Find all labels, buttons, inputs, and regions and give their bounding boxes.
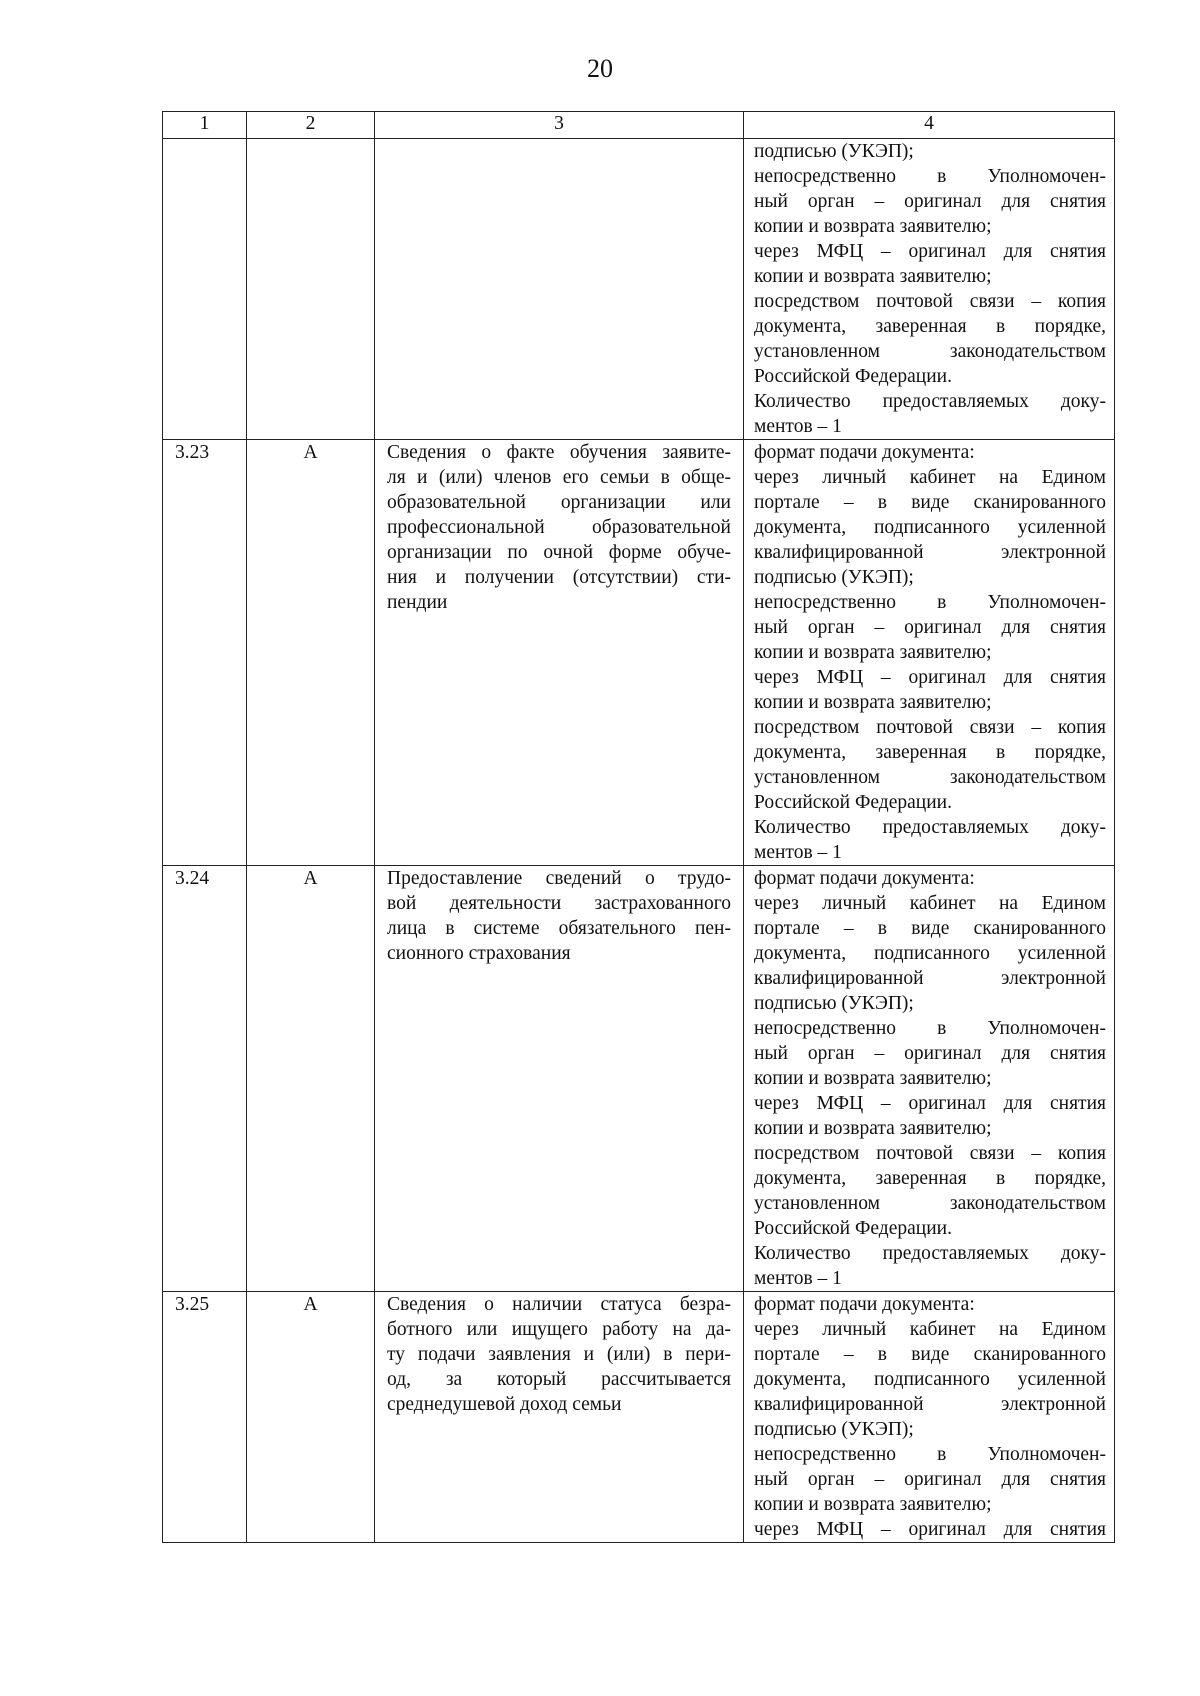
- submission-info-line: портале – в виде сканированного: [754, 492, 1106, 513]
- submission-info-line: подписью (УКЭП);: [754, 993, 914, 1014]
- submission-info-line: через личный кабинет на Едином: [754, 1319, 1106, 1340]
- document-table: [162, 111, 1115, 1543]
- submission-info-line: Количество предоставляемых доку-: [754, 1243, 1106, 1264]
- row-description-cell: [375, 440, 744, 866]
- row-number-cell: 3.23: [163, 440, 247, 866]
- submission-info-line: портале – в виде сканированного: [754, 918, 1106, 939]
- row-description-cell: [375, 139, 744, 440]
- submission-info-line: ный орган – оригинал для снятия: [754, 1469, 1106, 1490]
- description-line: среднедушевой доход семьи: [387, 1394, 622, 1415]
- description-line: пендии: [387, 592, 448, 613]
- submission-info-line: через МФЦ – оригинал для снятия: [754, 667, 1106, 688]
- submission-info-line: подписью (УКЭП);: [754, 567, 914, 588]
- submission-info-line: ный орган – оригинал для снятия: [754, 1043, 1106, 1064]
- submission-info-line: Российской Федерации.: [754, 366, 952, 387]
- submission-info-line: документа, подписанного усиленной: [754, 517, 1106, 538]
- column-header-1: 1: [163, 112, 247, 139]
- description-line: лица в системе обязательного пен-: [387, 918, 731, 939]
- description-line: образовательной организации или: [387, 492, 731, 513]
- submission-info-line: Количество предоставляемых доку-: [754, 391, 1106, 412]
- row-submission-info-cell: [744, 139, 1115, 440]
- submission-info-line: документа, подписанного усиленной: [754, 943, 1106, 964]
- submission-info-line: копии и возврата заявителю;: [754, 692, 992, 713]
- row-category-cell: А: [247, 440, 375, 866]
- table-row: [163, 440, 1115, 866]
- submission-info-line: ный орган – оригинал для снятия: [754, 617, 1106, 638]
- column-header-3: 3: [375, 112, 744, 139]
- description-line: профессиональной образовательной: [387, 517, 731, 538]
- submission-info-line: квалифицированной электронной: [754, 1394, 1106, 1415]
- submission-info-line: документа, подписанного усиленной: [754, 1369, 1106, 1390]
- submission-info-line: копии и возврата заявителю;: [754, 1068, 992, 1089]
- submission-info-line: квалифицированной электронной: [754, 968, 1106, 989]
- submission-info-line: установленном законодательством: [754, 767, 1106, 788]
- row-category-cell: А: [247, 1292, 375, 1543]
- row-number-cell: 3.24: [163, 866, 247, 1292]
- submission-info-line: посредством почтовой связи – копия: [754, 291, 1106, 312]
- submission-info-line: через МФЦ – оригинал для снятия: [754, 1519, 1106, 1540]
- table-row: [163, 139, 1115, 440]
- submission-info-line: ный орган – оригинал для снятия: [754, 191, 1106, 212]
- submission-info-line: формат подачи документа:: [754, 1294, 975, 1315]
- submission-info-line: Российской Федерации.: [754, 1218, 952, 1239]
- submission-info-line: через МФЦ – оригинал для снятия: [754, 241, 1106, 262]
- submission-info-line: Количество предоставляемых доку-: [754, 817, 1106, 838]
- submission-info-line: посредством почтовой связи – копия: [754, 1143, 1106, 1164]
- row-number-cell: [163, 139, 247, 440]
- submission-info-line: установленном законодательством: [754, 1193, 1106, 1214]
- submission-info-line: ментов – 1: [754, 842, 842, 863]
- submission-info-line: ментов – 1: [754, 416, 842, 437]
- description-line: ля и (или) членов его семьи в обще-: [387, 467, 731, 488]
- table-row: [163, 1292, 1115, 1543]
- submission-info-line: копии и возврата заявителю;: [754, 216, 992, 237]
- submission-info-line: через личный кабинет на Едином: [754, 467, 1106, 488]
- submission-info-line: формат подачи документа:: [754, 868, 975, 889]
- description-line: ту подачи заявления и (или) в пери-: [387, 1344, 731, 1365]
- submission-info-line: установленном законодательством: [754, 341, 1106, 362]
- description-line: од, за который рассчитывается: [387, 1369, 731, 1390]
- description-line: ботного или ищущего работу на да-: [387, 1319, 731, 1340]
- submission-info-line: через МФЦ – оригинал для снятия: [754, 1093, 1106, 1114]
- description-line: сионного страхования: [387, 943, 571, 964]
- row-description-cell: [375, 1292, 744, 1543]
- description-line: Сведения о факте обучения заявите-: [387, 442, 731, 463]
- description-line: организации по очной форме обуче-: [387, 542, 731, 563]
- page-number: 20: [587, 54, 613, 83]
- submission-info-line: копии и возврата заявителю;: [754, 266, 992, 287]
- submission-info-line: непосредственно в Уполномочен-: [754, 166, 1106, 187]
- submission-info-line: документа, заверенная в порядке,: [754, 742, 1106, 763]
- description-line: Сведения о наличии статуса безра-: [387, 1294, 731, 1315]
- row-submission-info-cell: [744, 440, 1115, 866]
- table-row: [163, 866, 1115, 1292]
- row-description-cell: [375, 866, 744, 1292]
- submission-info-line: Российской Федерации.: [754, 792, 952, 813]
- column-header-4: 4: [744, 112, 1115, 139]
- submission-info-line: документа, заверенная в порядке,: [754, 1168, 1106, 1189]
- column-header-2: 2: [247, 112, 375, 139]
- row-submission-info-cell: [744, 1292, 1115, 1543]
- submission-info-line: портале – в виде сканированного: [754, 1344, 1106, 1365]
- submission-info-line: ментов – 1: [754, 1268, 842, 1289]
- submission-info-line: копии и возврата заявителю;: [754, 1118, 992, 1139]
- row-number-cell: 3.25: [163, 1292, 247, 1543]
- submission-info-line: подписью (УКЭП);: [754, 1419, 914, 1440]
- description-line: ния и получении (отсутствии) сти-: [387, 567, 731, 588]
- submission-info-line: копии и возврата заявителю;: [754, 1494, 992, 1515]
- submission-info-line: подписью (УКЭП);: [754, 141, 914, 162]
- description-line: Предоставление сведений о трудо-: [387, 868, 731, 889]
- submission-info-line: копии и возврата заявителю;: [754, 642, 992, 663]
- submission-info-line: формат подачи документа:: [754, 442, 975, 463]
- submission-info-line: непосредственно в Уполномочен-: [754, 592, 1106, 613]
- submission-info-line: непосредственно в Уполномочен-: [754, 1018, 1106, 1039]
- submission-info-line: документа, заверенная в порядке,: [754, 316, 1106, 337]
- row-category-cell: [247, 139, 375, 440]
- submission-info-line: посредством почтовой связи – копия: [754, 717, 1106, 738]
- row-submission-info-cell: [744, 866, 1115, 1292]
- submission-info-line: квалифицированной электронной: [754, 542, 1106, 563]
- submission-info-line: непосредственно в Уполномочен-: [754, 1444, 1106, 1465]
- submission-info-line: через личный кабинет на Едином: [754, 893, 1106, 914]
- description-line: вой деятельности застрахованного: [387, 893, 731, 914]
- table-header-row: [163, 112, 1115, 139]
- row-category-cell: А: [247, 866, 375, 1292]
